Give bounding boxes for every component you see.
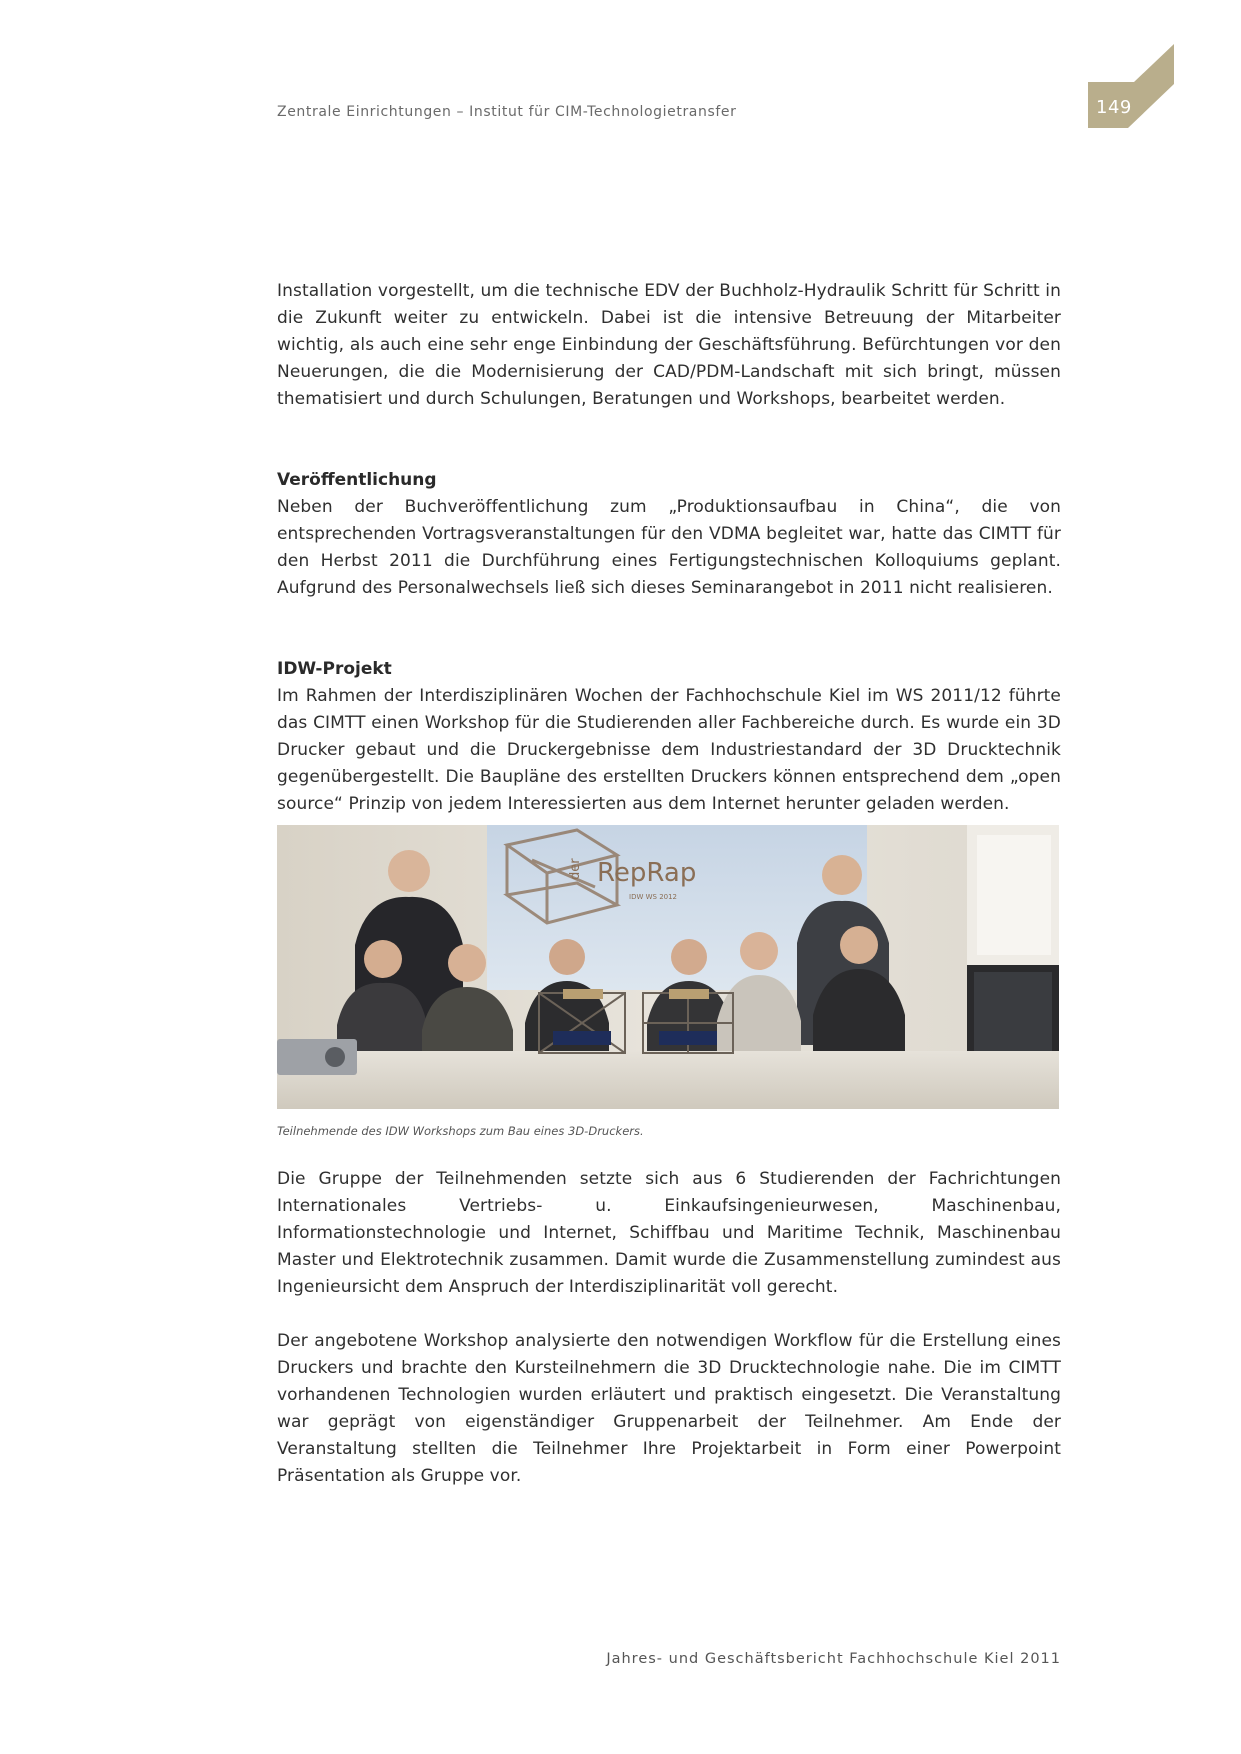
group-paragraph: Die Gruppe der Teilnehmenden setzte sich aus 6 Studierenden der Fachrichtungen Internationales Vertriebs- u. Einkaufsingenieurwesen, Maschinenbau, Informationstechnologie und Internet, Schiffbau und Maritime Technik, Maschinenbau Master und Elektrotechnik zusammen. Damit wurde die Zusammenstellung zumindest aus Ingenieursicht dem Anspruch der Interdisziplinarität voll gerecht. (277, 1169, 1061, 1297)
publication-paragraph: Neben der Buchveröffentlichung zum „Produktionsaufbau in China“, die von entsprechenden Vortragsveranstaltungen für den VDMA begleitet war, hatte das CIMTT für den Herbst 2011 die Durchführung eines Fertigungstechnischen Kolloquiums geplant. Aufgrund des Personalwechsels ließ sich dieses Seminarangebot in 2011 nicht realisieren. (277, 497, 1061, 598)
idw-paragraph: Im Rahmen der Interdisziplinären Wochen der Fachhochschule Kiel im WS 2011/12 führte das CIMTT einen Workshop für die Studierenden aller Fachbereiche durch. Es wurde ein 3D Drucker gebaut und die Druckergebnisse dem Industriestandard der 3D Drucktechnik gegenübergestellt. Die Baupläne des erstellten Druckers können entsprechend dem „open source“ Prinzip von jedem Interessierten aus dem Internet herunter geladen werden. (277, 686, 1061, 814)
main-content (277, 278, 1061, 1490)
screen-subtitle-text: IDW WS 2012 (629, 893, 678, 901)
idw-heading: IDW-Projekt (277, 659, 392, 679)
intro-paragraph: Installation vorgestellt, um die technische EDV der Buchholz-Hydraulik Schritt für Schritt in die Zukunft weiter zu entwickeln. Dabei ist die intensive Betreuung der Mitarbeiter wichtig, als auch eine sehr enge Einbindung der Geschäftsführung. Befürchtungen vor den Neuerungen, die die Modernisierung der CAD/PDM-Landschaft mit sich bringt, müssen thematisiert und durch Schulungen, Beratungen und Workshops, bearbeitet werden. (277, 281, 1061, 409)
workshop-group-photo (277, 825, 1059, 1109)
screen-title-text: RepRap (597, 858, 697, 888)
publication-heading: Veröffentlichung (277, 470, 437, 490)
screen-prefix-text: der (568, 858, 583, 880)
page-footer: Jahres- und Geschäftsbericht Fachhochschule Kiel 2011 (606, 1651, 1061, 1667)
page-number: 149 (1096, 97, 1132, 118)
workshop-paragraph: Der angebotene Workshop analysierte den notwendigen Workflow für die Erstellung eines Druckers und brachte den Kursteilnehmern die 3D Drucktechnologie nahe. Die im CIMTT vorhandenen Technologien wurden erläutert und praktisch eingesetzt. Die Veranstaltung war geprägt von eigenständiger Gruppenarbeit der Teilnehmer. Am Ende der Veranstaltung stellten die Teilnehmer Ihre Projektarbeit in Form einer Powerpoint Präsentation als Gruppe vor. (277, 1331, 1061, 1486)
photo-caption: Teilnehmende des IDW Workshops zum Bau eines 3D-Druckers. (277, 1124, 644, 1138)
running-header: Zentrale Einrichtungen – Institut für CIM-Technologietransfer (277, 104, 737, 120)
workshop-photo-illustration (277, 825, 1059, 1109)
